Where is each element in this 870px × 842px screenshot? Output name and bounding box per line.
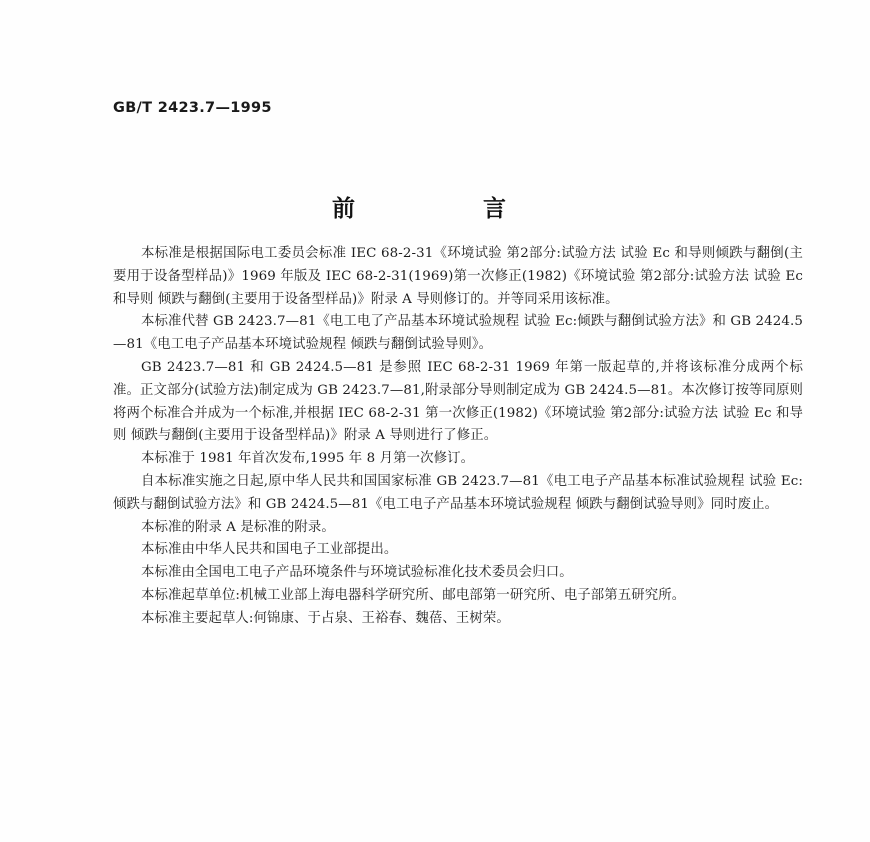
paragraph-drafters: 本标准主要起草人:何锦康、于占泉、王裕春、魏蓓、王树荣。: [141, 610, 510, 626]
paragraph-basis: 本标准是根据国际电工委员会标准 IEC 68-2-31《环境试验 第2部分:试验方法 试验 Ec 和导则倾跌与翻倒(主要用于设备型样品)》1969 年版及 IEC 68-2-31(1969)第一次修正(1982)《环境试验 第2部分:试验方法 试验 Ec 和导则 倾跌与翻倒(主要用于设备型样品)》附录 A 导则修订的。并等同采用该标准。: [113, 246, 803, 307]
paragraph-publication: 本标准于 1981 年首次发布,1995 年 8 月第一次修订。: [141, 451, 475, 467]
foreword-title: 前 言: [331, 196, 566, 222]
paragraph-history: GB 2423.7—81 和 GB 2424.5—81 是参照 IEC 68-2-31 1969 年第一版起草的,并将该标准分成两个标准。正文部分(试验方法)制定成为 GB 2423.7—81,附录部分导则制定成为 GB 2424.5—81。本次修订按等同原则将两个标准合并成为一个标准,并根据 IEC 68-2-31 第一次修正(1982)《环境试验 第2部分:试验方法 试验 Ec 和导则 倾跌与翻倒(主要用于设备型样品)》附录 A 导则进行了修正。: [113, 359, 803, 444]
paragraph-managed-by: 本标准由全国电工电子产品环境条件与环境试验标准化技术委员会归口。: [141, 565, 573, 581]
paragraph-drafting-units: 本标准起草单位:机械工业部上海电器科学研究所、邮电部第一研究所、电子部第五研究所。: [141, 587, 686, 603]
paragraph-appendix: 本标准的附录 A 是标准的附录。: [141, 519, 335, 535]
standard-code: GB/T 2423.7—1995: [113, 100, 272, 116]
paragraph-proposed-by: 本标准由中华人民共和国电子工业部提出。: [141, 542, 398, 558]
foreword-body: [113, 243, 803, 631]
paragraph-replaces: 本标准代替 GB 2423.7—81《电工电了产品基本环境试验规程 试验 Ec:倾跌与翻倒试验方法》和 GB 2424.5—81《电工电子产品基本环境试验规程 倾跌与翻倒试验导则》。: [113, 314, 803, 353]
paragraph-abolish: 自本标准实施之日起,原中华人民共和国国家标准 GB 2423.7—81《电工电子产品基本标准试验规程 试验 Ec:倾跌与翻倒试验方法》和 GB 2424.5—81《电工电子产品基本环境试验规程 倾跌与翻倒试验导则》同时废止。: [113, 473, 803, 512]
